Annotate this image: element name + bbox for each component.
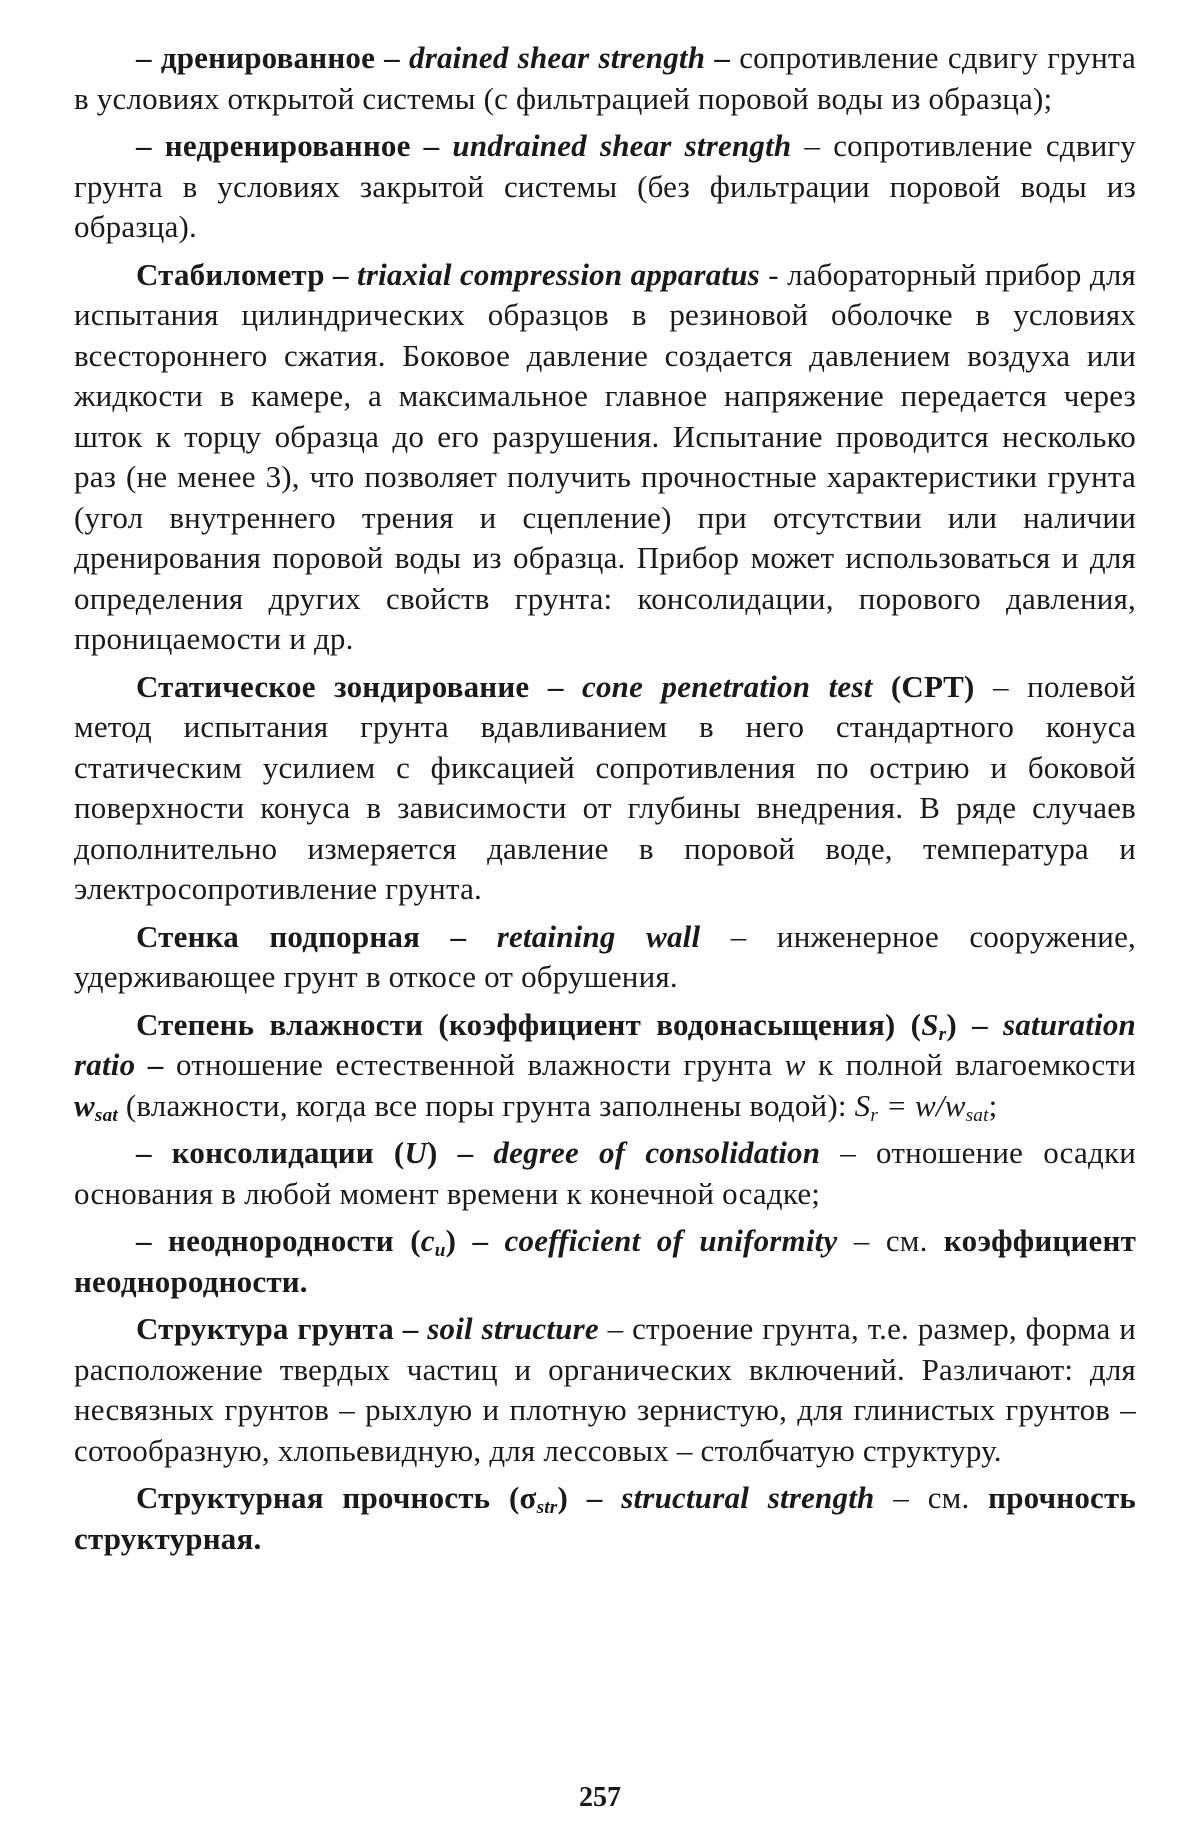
term-ru: – недренированное – (136, 128, 440, 163)
entry-saturation-ratio (74, 1005, 1136, 1127)
separator: – (791, 128, 834, 163)
symbol: c (420, 1223, 435, 1258)
separator: – (974, 668, 1028, 704)
symbol-subscript: u (434, 1239, 446, 1261)
entry-retaining-wall (74, 917, 1136, 998)
definition-part: к полной влагоемкости (805, 1047, 1136, 1082)
term-en: coefficient of uniformity (504, 1223, 838, 1258)
formula-equation: = w/w (878, 1087, 966, 1123)
term-en: structural strength (621, 1480, 875, 1515)
term-ru-end: ) – (557, 1480, 603, 1515)
term-en: degree of consolidation (493, 1135, 821, 1170)
definition: инженерное сооружение, удерживающее грунт в откосе от обрушения. (74, 918, 1136, 994)
definition-part: (влажности, когда все поры грунта заполнены водой): (117, 1087, 855, 1123)
term-en: cone penetration test (582, 668, 873, 704)
definition-part: отношение естественной влажности грунта (175, 1047, 785, 1082)
symbol-subscript: r (938, 1023, 947, 1045)
definition: см. (885, 1223, 944, 1258)
term-ru: Степень влажности (коэффициент водонасыщения) ( (136, 1006, 922, 1042)
symbol: U (404, 1135, 428, 1170)
symbol-subscript: str (536, 1496, 558, 1518)
separator: – (135, 1047, 176, 1082)
symbol-w: w (784, 1047, 806, 1082)
term-en: drained shear strength (409, 40, 706, 75)
formula-end: ; (988, 1087, 998, 1123)
term-ru: Структура грунта – (136, 1311, 419, 1346)
separator: – (700, 918, 777, 954)
term-en: triaxial compression apparatus (357, 256, 760, 292)
symbol-wsat-subscript: sat (94, 1104, 118, 1126)
definition: см. (927, 1480, 989, 1515)
term-ru: Стенка подпорная – (136, 918, 467, 954)
definition: строение грунта, т.е. размер, форма и расположение твердых частиц и органических включений. Различают: для несвязных грунтов – рыхлую и плотную зернистую, для глинистых грунтов – сотообразную, хлопьевидную, для лессовых – столбчатую структуру. (74, 1311, 1136, 1468)
term-ru: – неоднородности ( (136, 1223, 421, 1258)
cross-reference: прочность структурная. (74, 1480, 1136, 1556)
separator: – (598, 1311, 633, 1346)
formula-w-subscript: sat (965, 1104, 989, 1126)
definition: сопротивление сдвигу грунта в условиях закрытой системы (без фильтрации поровой воды из образца). (74, 128, 1137, 244)
definition: сопротивление сдвигу грунта в условиях открытой системы (с фильтрацией поровой воды из образца); (74, 40, 1136, 116)
term-ru: – консолидации ( (136, 1135, 405, 1170)
formula-s-subscript: r (870, 1104, 878, 1126)
term-ru-end: ) – (445, 1223, 489, 1258)
entry-soil-structure (74, 1309, 1136, 1471)
page-body (74, 38, 1136, 1559)
entry-stabilometer (74, 255, 1136, 660)
term-en: soil structure (427, 1311, 599, 1346)
definition: лабораторный прибор для испытания цилиндрических образцов в резиновой оболочке в условиях всестороннего сжатия. Боковое давление создается давлением воздуха или жидкости в камере, а максимальное главное напряжение передается через шток к торцу образца до его разрушения. Испытание проводится несколько раз (не менее 3), что позволяет получить прочностные характеристики грунта (угол внутреннего трения и сцепление) при отсутствии или наличии дренирования поровой воды из образца. Прибор может использоваться и для определения других свойств грунта: консолидации, порового давления, проницаемости и др. (74, 256, 1136, 656)
term-ru: Структурная прочность (σ (136, 1480, 537, 1515)
cross-reference: коэффициент неоднородности. (74, 1223, 1136, 1299)
definition: отношение осадки основания в любой момент времени к конечной осадке; (74, 1135, 1136, 1211)
separator: – (705, 40, 740, 75)
term-en: saturation ratio (74, 1006, 1136, 1082)
symbol-wsat: w (74, 1087, 95, 1123)
entry-degree-of-consolidation (74, 1133, 1136, 1214)
separator: – (874, 1480, 928, 1515)
term-ru-end: ) – (427, 1135, 474, 1170)
entry-cone-penetration-test (74, 667, 1136, 910)
symbol: S (921, 1006, 939, 1042)
formula-s: S (854, 1087, 871, 1123)
term-ru: Стабилометр – (136, 256, 349, 292)
term-abbreviation: (CPT) (890, 668, 975, 704)
term-ru: Статическое зондирование – (136, 668, 564, 704)
entry-undrained-shear-strength (74, 126, 1136, 248)
separator: - (759, 256, 788, 292)
term-ru-end: ) – (946, 1006, 988, 1042)
entry-coefficient-of-uniformity (74, 1221, 1136, 1302)
entry-structural-strength (74, 1478, 1136, 1559)
separator: – (837, 1223, 886, 1258)
term-en: undrained shear strength (452, 128, 792, 163)
term-ru: – дренированное – (136, 40, 400, 75)
definition: полевой метод испытания грунта вдавливанием в него стандартного конуса статическим усилием с фиксацией сопротивления по острию и боковой поверхности конуса в зависимости от глубины внедрения. В ряде случаев дополнительно измеряется давление в поровой воде, температура и электросопротивление грунта. (74, 668, 1136, 906)
term-en: retaining wall (496, 918, 701, 954)
separator: – (820, 1135, 877, 1170)
page-number: 257 (579, 1782, 621, 1813)
entry-drained-shear-strength (74, 38, 1136, 119)
